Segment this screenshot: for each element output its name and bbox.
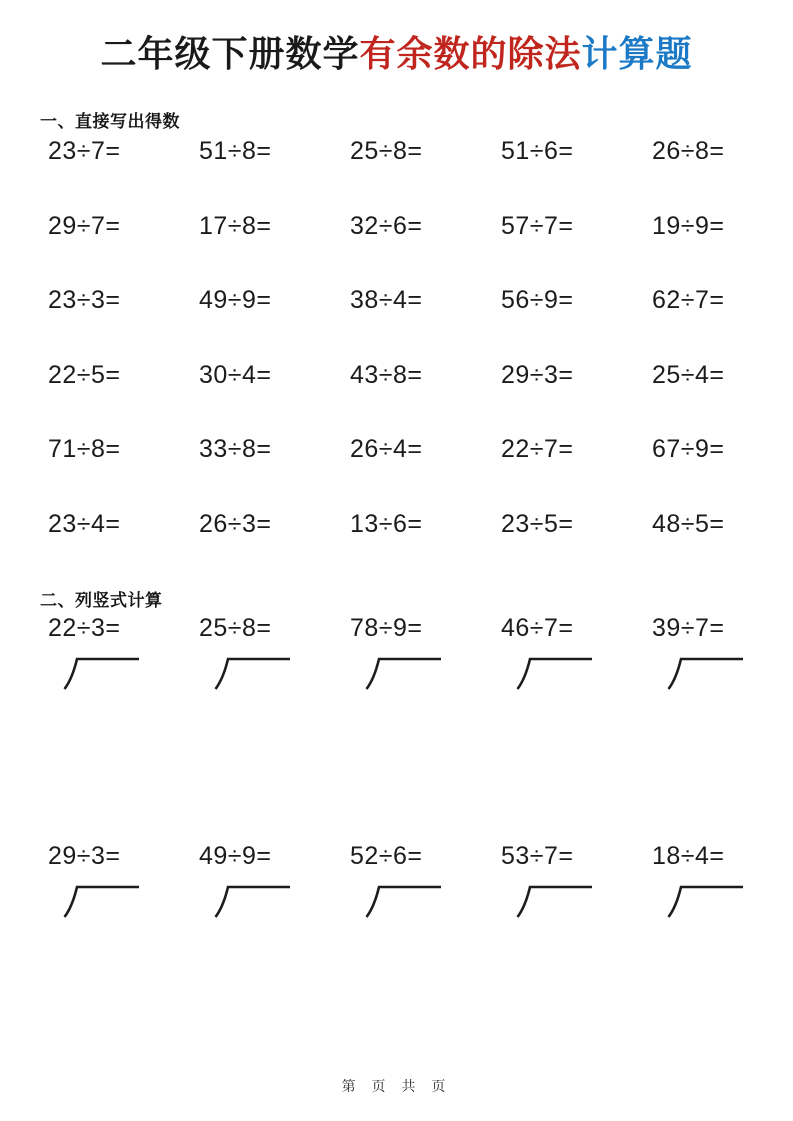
long-division-bracket bbox=[363, 656, 443, 692]
problem-text: 22÷5= bbox=[48, 360, 121, 389]
problem-cell bbox=[652, 138, 793, 213]
problem-cell bbox=[652, 213, 793, 288]
problem-text: 23÷5= bbox=[501, 509, 574, 538]
problem-text: 22÷3= bbox=[48, 614, 121, 642]
problem-cell bbox=[350, 436, 501, 511]
long-division-bracket bbox=[514, 884, 594, 920]
problem-text: 19÷9= bbox=[652, 211, 725, 240]
problem-text: 78÷9= bbox=[350, 614, 423, 642]
problem-cell bbox=[501, 287, 652, 362]
problem-cell bbox=[652, 362, 793, 437]
problem-text: 57÷7= bbox=[501, 211, 574, 240]
problem-text: 39÷7= bbox=[652, 614, 725, 642]
problem-cell bbox=[501, 213, 652, 288]
problem-cell bbox=[652, 436, 793, 511]
problem-text: 22÷7= bbox=[501, 435, 574, 463]
long-division-bracket bbox=[212, 656, 292, 692]
long-division-bracket bbox=[363, 884, 443, 920]
section1-problem-grid bbox=[48, 138, 748, 585]
problem-cell bbox=[48, 287, 199, 362]
problem-cell bbox=[48, 362, 199, 437]
problem-cell bbox=[501, 362, 652, 437]
problem-text: 71÷8= bbox=[48, 435, 121, 463]
problem-cell bbox=[48, 511, 199, 586]
problem-text: 26÷8= bbox=[652, 137, 725, 165]
long-division-bracket bbox=[61, 656, 141, 692]
problem-cell bbox=[48, 138, 199, 213]
problem-cell bbox=[501, 615, 652, 692]
problem-cell bbox=[350, 362, 501, 437]
problem-text: 51÷8= bbox=[199, 137, 272, 165]
problem-text: 46÷7= bbox=[501, 614, 574, 642]
page-title bbox=[0, 26, 793, 77]
problem-text: 33÷8= bbox=[199, 435, 272, 463]
problem-cell bbox=[350, 287, 501, 362]
problem-cell bbox=[199, 615, 350, 692]
problem-cell bbox=[48, 843, 199, 920]
section1-heading: 一、直接写出得数 bbox=[40, 112, 180, 131]
problem-cell bbox=[652, 287, 793, 362]
problem-text: 49÷9= bbox=[199, 842, 272, 870]
problem-text: 25÷8= bbox=[199, 614, 272, 642]
problem-text: 62÷7= bbox=[652, 286, 725, 314]
problem-text: 23÷7= bbox=[48, 137, 121, 165]
problem-text: 29÷7= bbox=[48, 211, 121, 240]
long-division-bracket bbox=[665, 656, 745, 692]
problem-text: 67÷9= bbox=[652, 435, 725, 463]
problem-text: 23÷4= bbox=[48, 509, 121, 538]
long-division-bracket bbox=[212, 884, 292, 920]
problem-text: 51÷6= bbox=[501, 137, 574, 165]
problem-text: 38÷4= bbox=[350, 286, 423, 314]
problem-text: 32÷6= bbox=[350, 211, 423, 240]
problem-text: 53÷7= bbox=[501, 842, 574, 870]
problem-cell bbox=[501, 843, 652, 920]
problem-cell bbox=[501, 436, 652, 511]
problem-cell bbox=[652, 511, 793, 586]
section2-row-1 bbox=[48, 615, 748, 692]
problem-text: 17÷8= bbox=[199, 211, 272, 240]
problem-cell bbox=[652, 615, 793, 692]
problem-cell bbox=[350, 843, 501, 920]
title-part-black: 二年级下册数学 bbox=[100, 33, 360, 74]
problem-cell bbox=[48, 615, 199, 692]
problem-cell bbox=[350, 511, 501, 586]
problem-cell bbox=[199, 362, 350, 437]
section2-heading: 二、列竖式计算 bbox=[40, 591, 163, 610]
title-part-blue: 计算题 bbox=[581, 33, 693, 74]
problem-text: 18÷4= bbox=[652, 842, 725, 870]
problem-cell bbox=[199, 287, 350, 362]
problem-text: 29÷3= bbox=[501, 360, 574, 389]
problem-text: 49÷9= bbox=[199, 286, 272, 314]
problem-cell bbox=[199, 213, 350, 288]
problem-cell bbox=[199, 843, 350, 920]
problem-cell bbox=[199, 436, 350, 511]
problem-text: 25÷4= bbox=[652, 360, 725, 389]
problem-text: 23÷3= bbox=[48, 286, 121, 314]
problem-cell bbox=[501, 511, 652, 586]
problem-cell bbox=[199, 138, 350, 213]
title-part-red: 有余数的除法 bbox=[359, 33, 582, 74]
long-division-bracket bbox=[61, 884, 141, 920]
problem-text: 25÷8= bbox=[350, 137, 423, 165]
problem-text: 26÷4= bbox=[350, 435, 423, 463]
problem-text: 56÷9= bbox=[501, 286, 574, 314]
problem-text: 30÷4= bbox=[199, 360, 272, 389]
section2-row-2 bbox=[48, 843, 748, 920]
problem-text: 26÷3= bbox=[199, 509, 272, 538]
problem-cell bbox=[350, 213, 501, 288]
problem-text: 48÷5= bbox=[652, 509, 725, 538]
problem-text: 13÷6= bbox=[350, 509, 423, 538]
long-division-bracket bbox=[665, 884, 745, 920]
problem-cell bbox=[350, 138, 501, 213]
problem-cell bbox=[48, 213, 199, 288]
problem-cell bbox=[48, 436, 199, 511]
problem-text: 29÷3= bbox=[48, 842, 121, 870]
page-footer: 第 页 共 页 bbox=[341, 1078, 452, 1094]
problem-cell bbox=[501, 138, 652, 213]
problem-cell bbox=[350, 615, 501, 692]
long-division-bracket bbox=[514, 656, 594, 692]
problem-text: 43÷8= bbox=[350, 360, 423, 389]
problem-text: 52÷6= bbox=[350, 842, 423, 870]
problem-cell bbox=[652, 843, 793, 920]
problem-cell bbox=[199, 511, 350, 586]
